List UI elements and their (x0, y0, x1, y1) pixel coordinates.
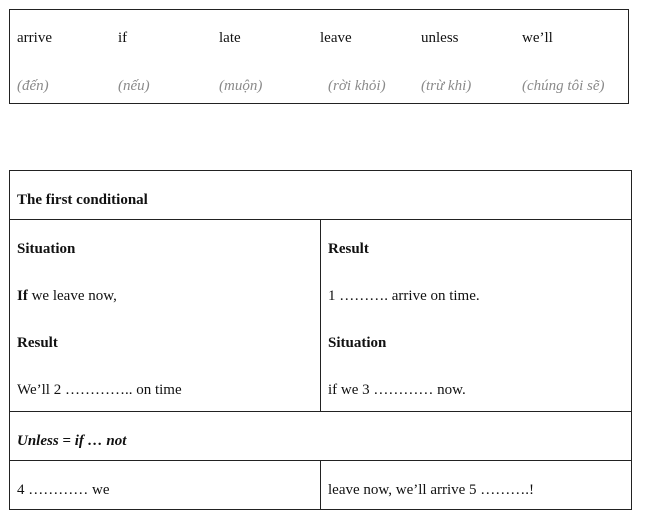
table-main-row (10, 220, 632, 412)
right-heading-situation: Situation (328, 335, 387, 351)
vocab-translation-leave: (rời khỏi) (328, 78, 386, 94)
table-title-cell (10, 171, 632, 220)
vocab-translation-if: (nếu) (118, 78, 150, 94)
unless-rule-row (10, 412, 632, 461)
left-main-cell (10, 220, 321, 412)
vocab-translation-well: (chúng tôi sẽ) (522, 78, 605, 94)
right-main-cell (321, 220, 632, 412)
gap-right-text: leave now, we’ll arrive 5 ……….! (328, 482, 535, 498)
vocab-word-leave: leave (320, 30, 352, 46)
gap-fill-row (10, 461, 632, 510)
left-heading-situation: Situation (17, 241, 76, 257)
vocab-word-unless: unless (421, 30, 459, 46)
gap-left-cell (10, 461, 321, 510)
vocabulary-box (9, 9, 629, 104)
vocab-translation-unless: (trừ khi) (421, 78, 472, 94)
right-main-content (328, 220, 624, 399)
gap-right-cell (321, 461, 632, 510)
unless-rule: Unless = if … not (17, 433, 127, 449)
right-line-result: 1 ………. arrive on time. (328, 288, 480, 304)
vocab-word-if: if (118, 30, 128, 46)
gap-left-text: 4 ………… we (17, 482, 110, 498)
vocab-translation-arrive: (đến) (17, 78, 49, 94)
unless-rule-cell (10, 412, 632, 461)
left-main-content (17, 220, 313, 399)
left-heading-result: Result (17, 335, 58, 351)
table-title: The first conditional (17, 192, 148, 208)
vocab-word-late: late (219, 30, 241, 46)
vocab-word-arrive: arrive (17, 30, 52, 46)
left-line-situation (17, 287, 313, 305)
right-line-situation: if we 3 ………… now. (328, 382, 466, 398)
left-line-result: We’ll 2 ………….. on time (17, 382, 182, 398)
vocab-translation-late: (muộn) (219, 78, 263, 94)
if-bold-word: If (17, 288, 28, 304)
right-heading-result: Result (328, 241, 369, 257)
left-line-situation-rest: we leave now, (27, 288, 117, 304)
conditional-table (9, 170, 632, 510)
vocab-word-well: we’ll (522, 30, 553, 46)
table-title-row (10, 171, 632, 220)
